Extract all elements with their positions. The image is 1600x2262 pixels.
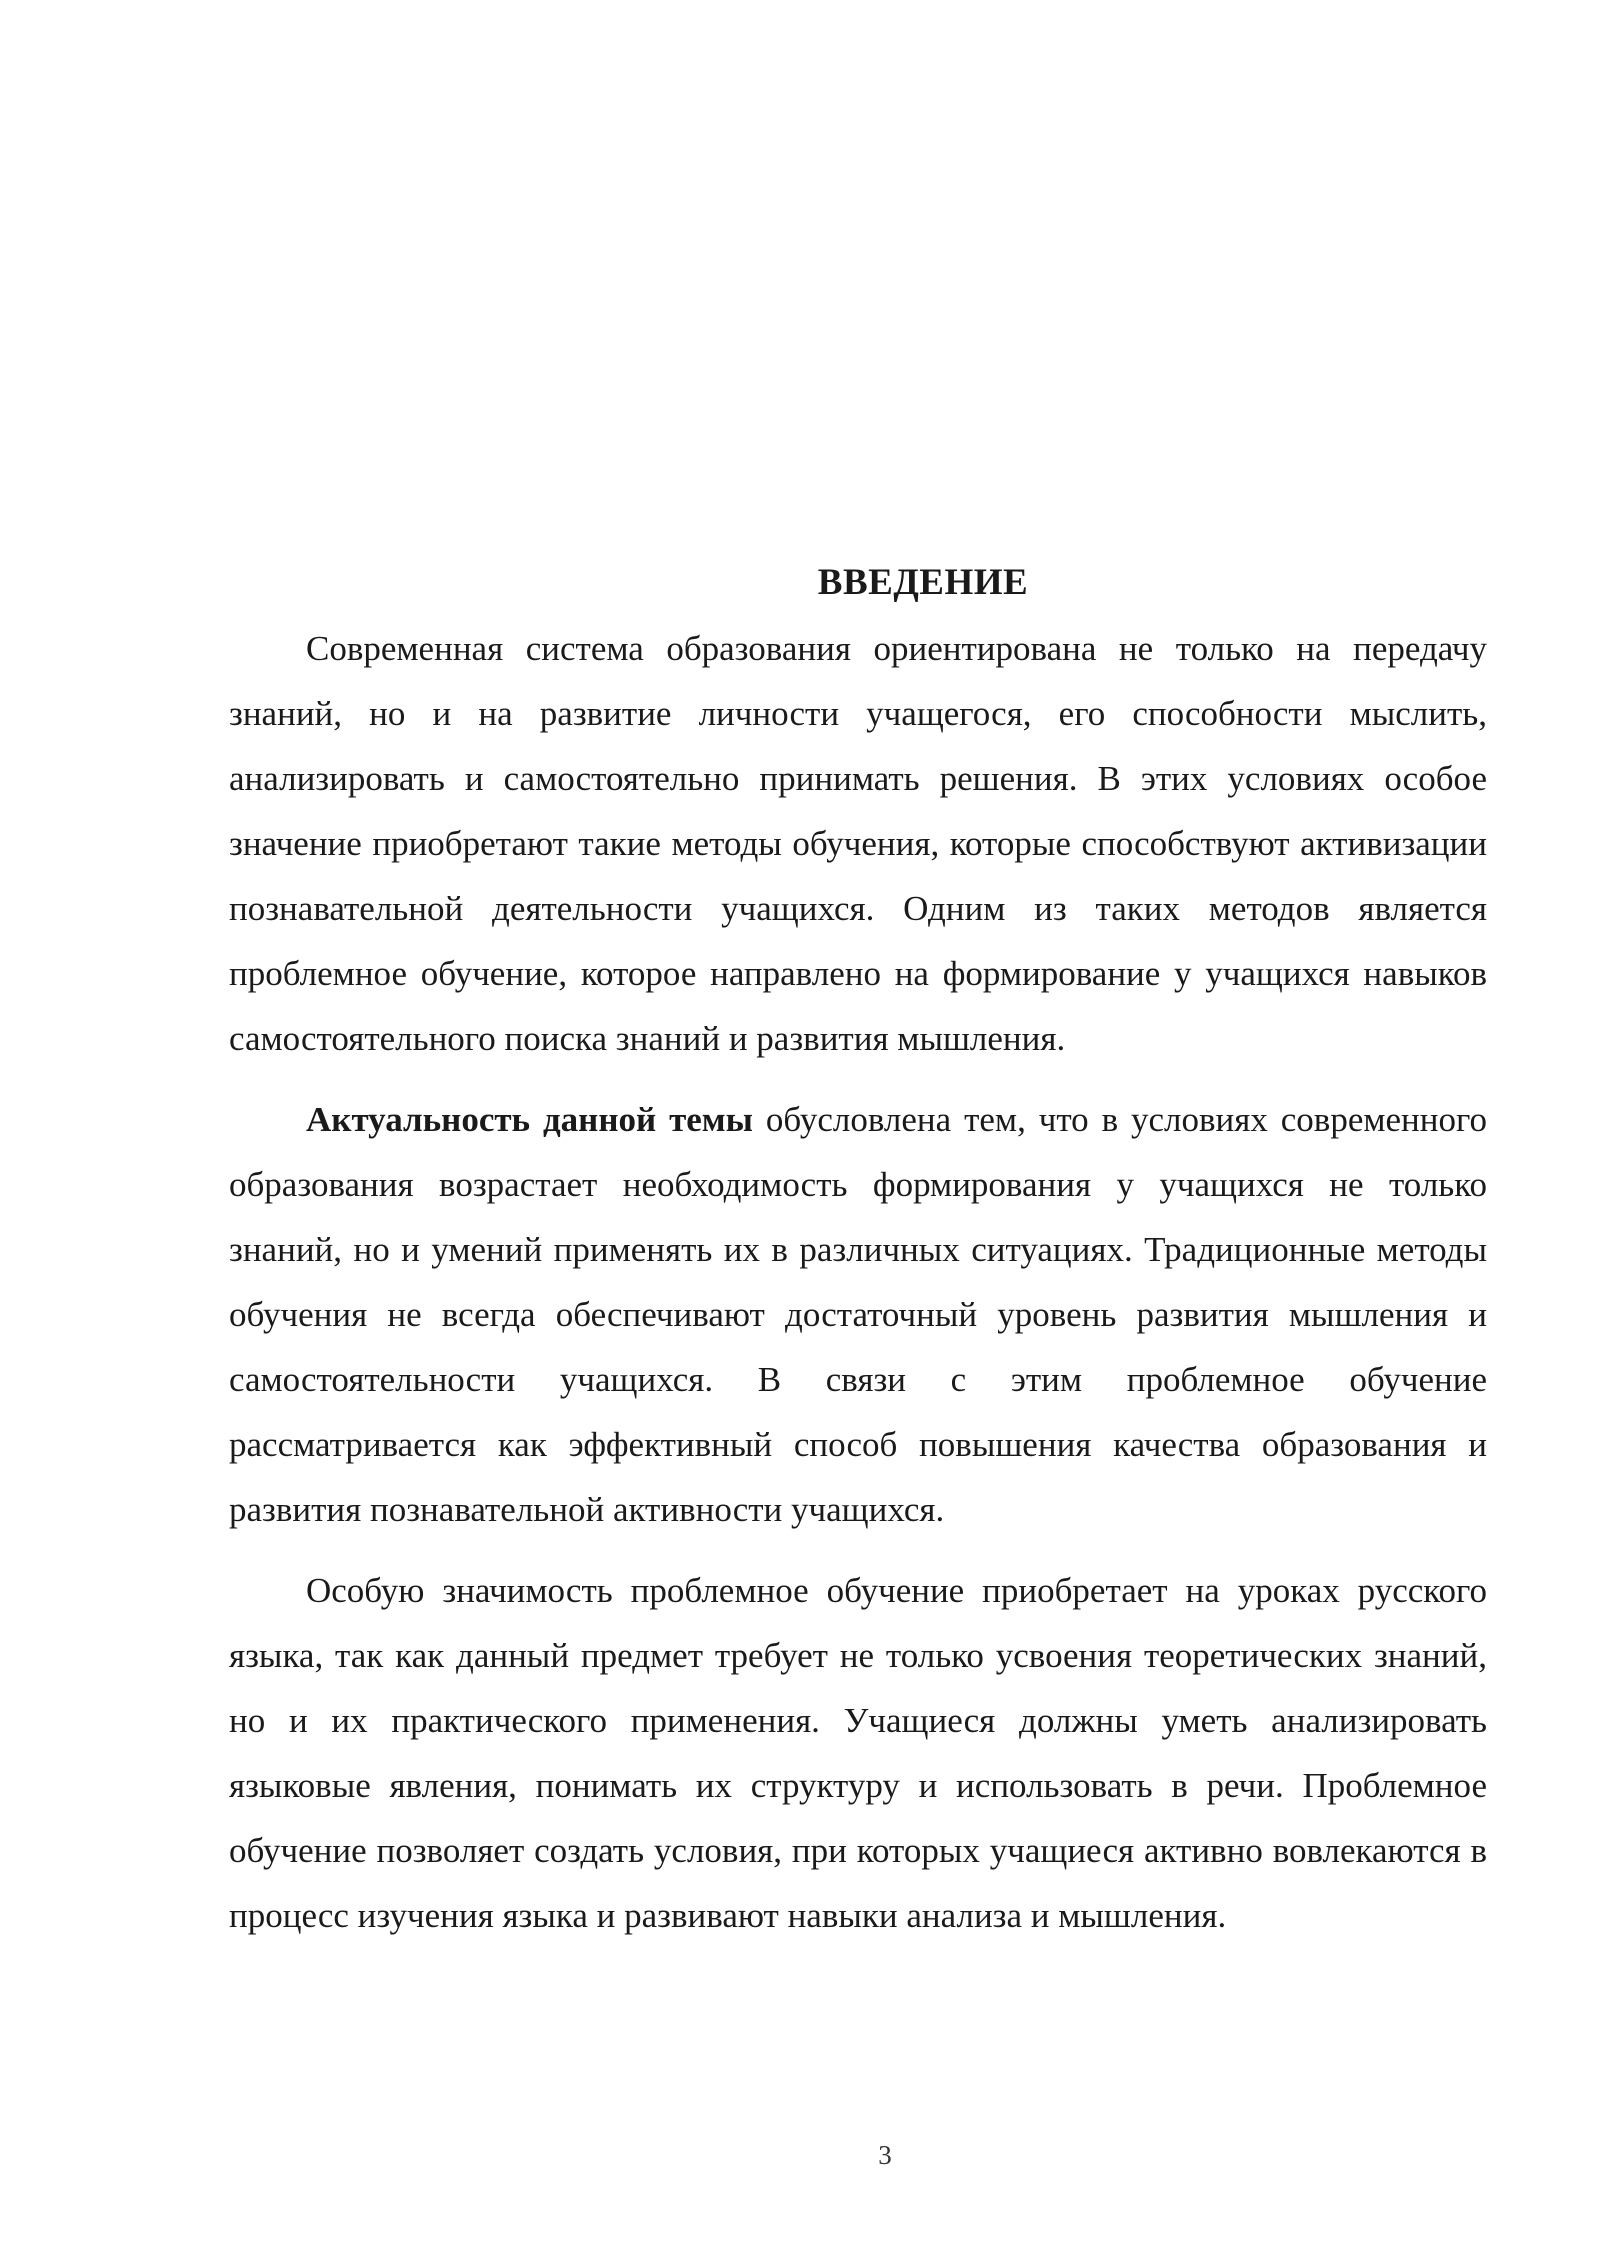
page-title: ВВЕДЕНИЕ xyxy=(817,562,1029,603)
paragraph-intro-text: Современная система образования ориентирована не только на передачу знаний, но и на развитие личности учащегося, его способности мыслить, анализировать и самостоятельно принимать решения. В этих условиях особое значение приобретают такие методы обучения, которые способствуют активизации познавательной деятельности учащихся. Одним из таких методов является проблемное обучение, которое направлено на формирование у учащихся навыков самостоятельного поиска знаний и развития мышления. xyxy=(229,629,1487,1058)
paragraph-significance xyxy=(229,1558,1487,1948)
paragraph-relevance-text: обусловлена тем, что в условиях современного образования возрастает необходимость формирования у учащихся не только знаний, но и умений применять их в различных ситуациях. Традиционные методы обучения не всегда обеспечивают достаточный уровень развития мышления и самостоятельности учащихся. В связи с этим проблемное обучение рассматривается как эффективный способ повышения качества образования и развития познавательной активности учащихся. xyxy=(229,1100,1487,1529)
paragraph-significance-text: Особую значимость проблемное обучение приобретает на уроках русского языка, так как данный предмет требует не только усвоения теоретических знаний, но и их практического применения. Учащиеся должны уметь анализировать языковые явления, понимать их структуру и использовать в речи. Проблемное обучение позволяет создать условия, при которых учащиеся активно вовлекаются в процесс изучения языка и развивают навыки анализа и мышления. xyxy=(229,1571,1487,1935)
paragraph-relevance-lead: Актуальность данной темы xyxy=(306,1100,753,1139)
page-content xyxy=(229,550,1487,1948)
paragraph-intro xyxy=(229,616,1487,1071)
paragraph-relevance xyxy=(229,1087,1487,1542)
page-number: 3 xyxy=(878,2140,892,2170)
